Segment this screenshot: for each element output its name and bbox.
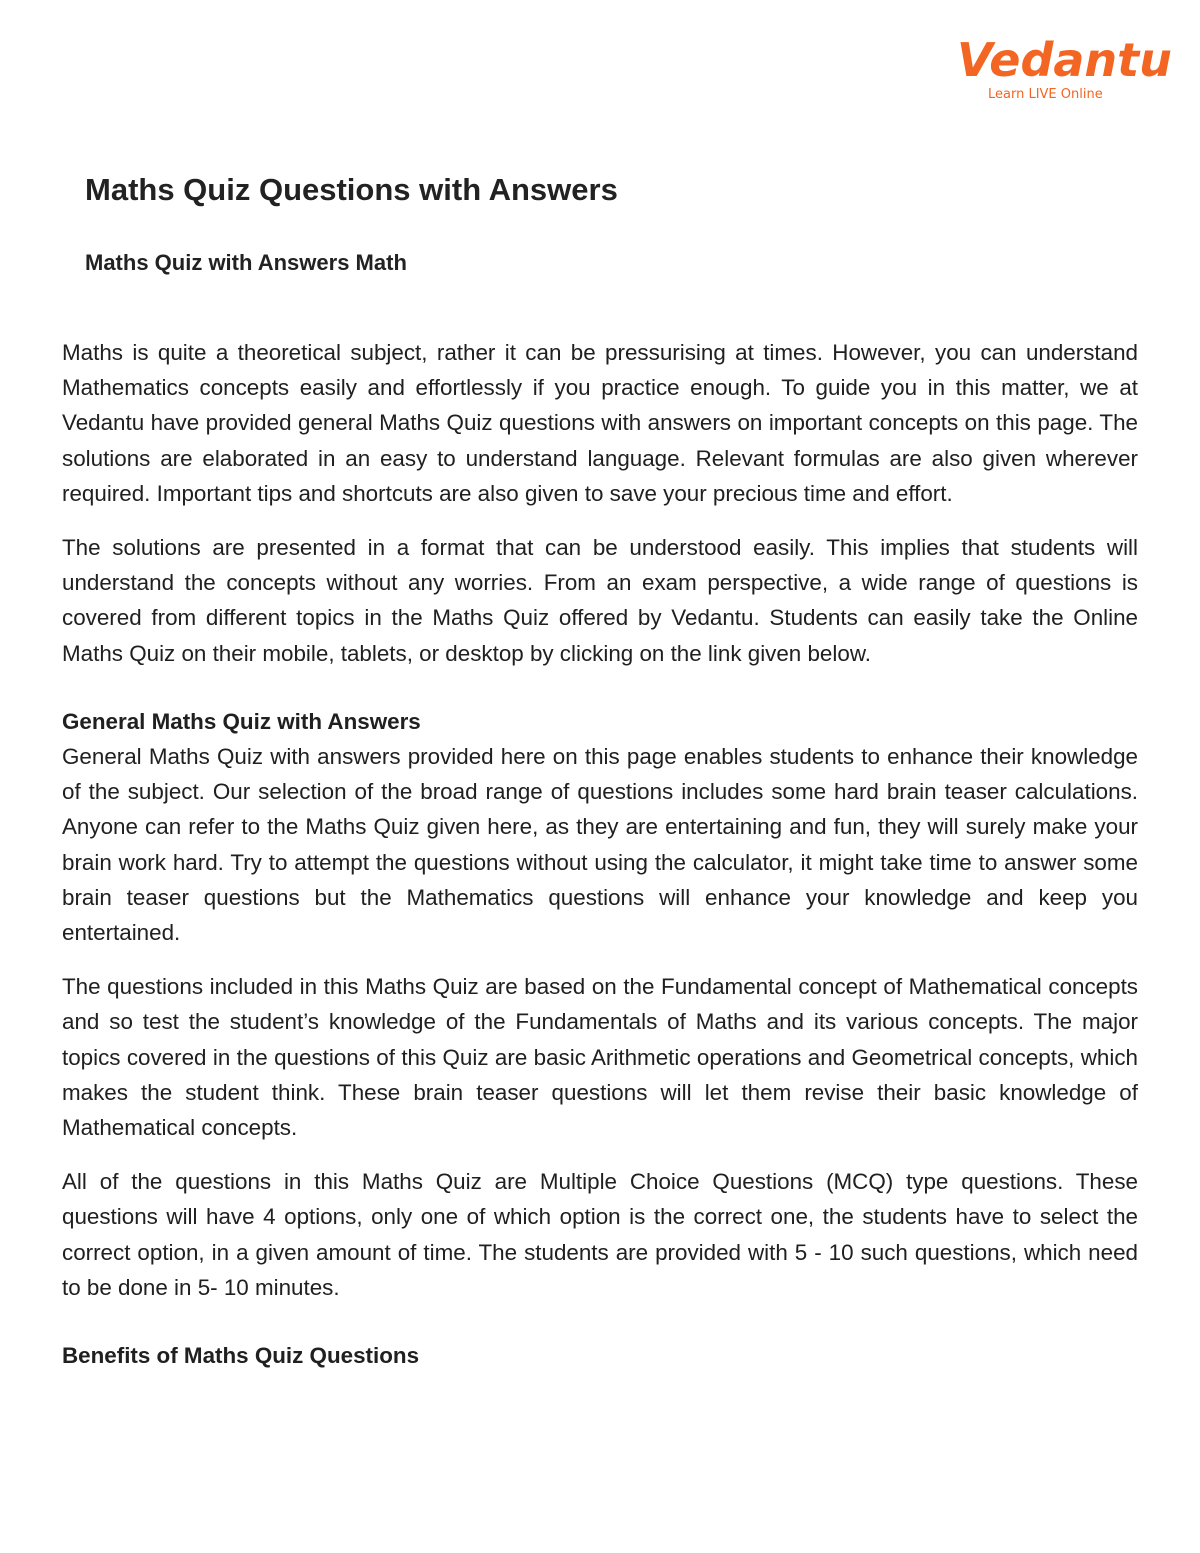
general-paragraph-3: All of the questions in this Maths Quiz are Multiple Choice Questions (MCQ) type questions. These questions will have 4 options, only one of which option is the correct one, the students have to select the correct option, in a given amount of time. The students are provided with 5 - 10 such questions, which need to be done in 5- 10 minutes. (62, 1169, 1138, 1300)
document-title: Maths Quiz Questions with Answers (85, 172, 618, 207)
intro-paragraph-1: Maths is quite a theoretical subject, rather it can be pressurising at times. However, you can understand Mathematics concepts easily and effortlessly if you practice enough. To guide you in this matter, we at Vedantu have provided general Maths Quiz questions with answers on important concepts on this page. The solutions are elaborated in an easy to understand language. Relevant formulas are also given wherever required. Important tips and shortcuts are also given to save your precious time and effort. (62, 340, 1138, 506)
section-heading-benefits: Benefits of Maths Quiz Questions (62, 1343, 420, 1369)
vedantu-wordmark-logo (955, 28, 1172, 88)
document-subtitle: Maths Quiz with Answers Math (85, 250, 407, 275)
general-paragraph-1: General Maths Quiz with answers provided here on this page enables students to enhance their knowledge of the subject. Our selection of the broad range of questions includes some hard brain teaser calculations. Anyone can refer to the Maths Quiz given here, as they are entertaining and fun, they will surely make your brain work hard. Try to attempt the questions without using the calculator, it might take time to answer some brain teaser questions but the Mathematics questions will enhance your knowledge and keep you entertained. (62, 744, 1138, 946)
document-body (62, 335, 1138, 1373)
general-paragraph-2: The questions included in this Maths Quiz are based on the Fundamental concept of Mathematical concepts and so test the student’s knowledge of the Fundamentals of Maths and its various concepts. The major topics covered in the questions of this Quiz are basic Arithmetic operations and Geometrical concepts, which makes the student think. These brain teaser questions will let them revise their basic knowledge of Mathematical concepts. (62, 974, 1138, 1141)
logo-tagline: Learn LIVE Online (988, 87, 1103, 102)
section-heading-general: General Maths Quiz with Answers (62, 708, 421, 734)
intro-paragraph-2: The solutions are presented in a format that can be understood easily. This implies that students will understand the concepts without any worries. From an exam perspective, a wide range of questions is covered from different topics in the Maths Quiz offered by Vedantu. Students can easily take the Online Maths Quiz on their mobile, tablets, or desktop by clicking on the link given below. (62, 535, 1138, 666)
logo-wordmark-text: Vedantu (957, 33, 1172, 87)
